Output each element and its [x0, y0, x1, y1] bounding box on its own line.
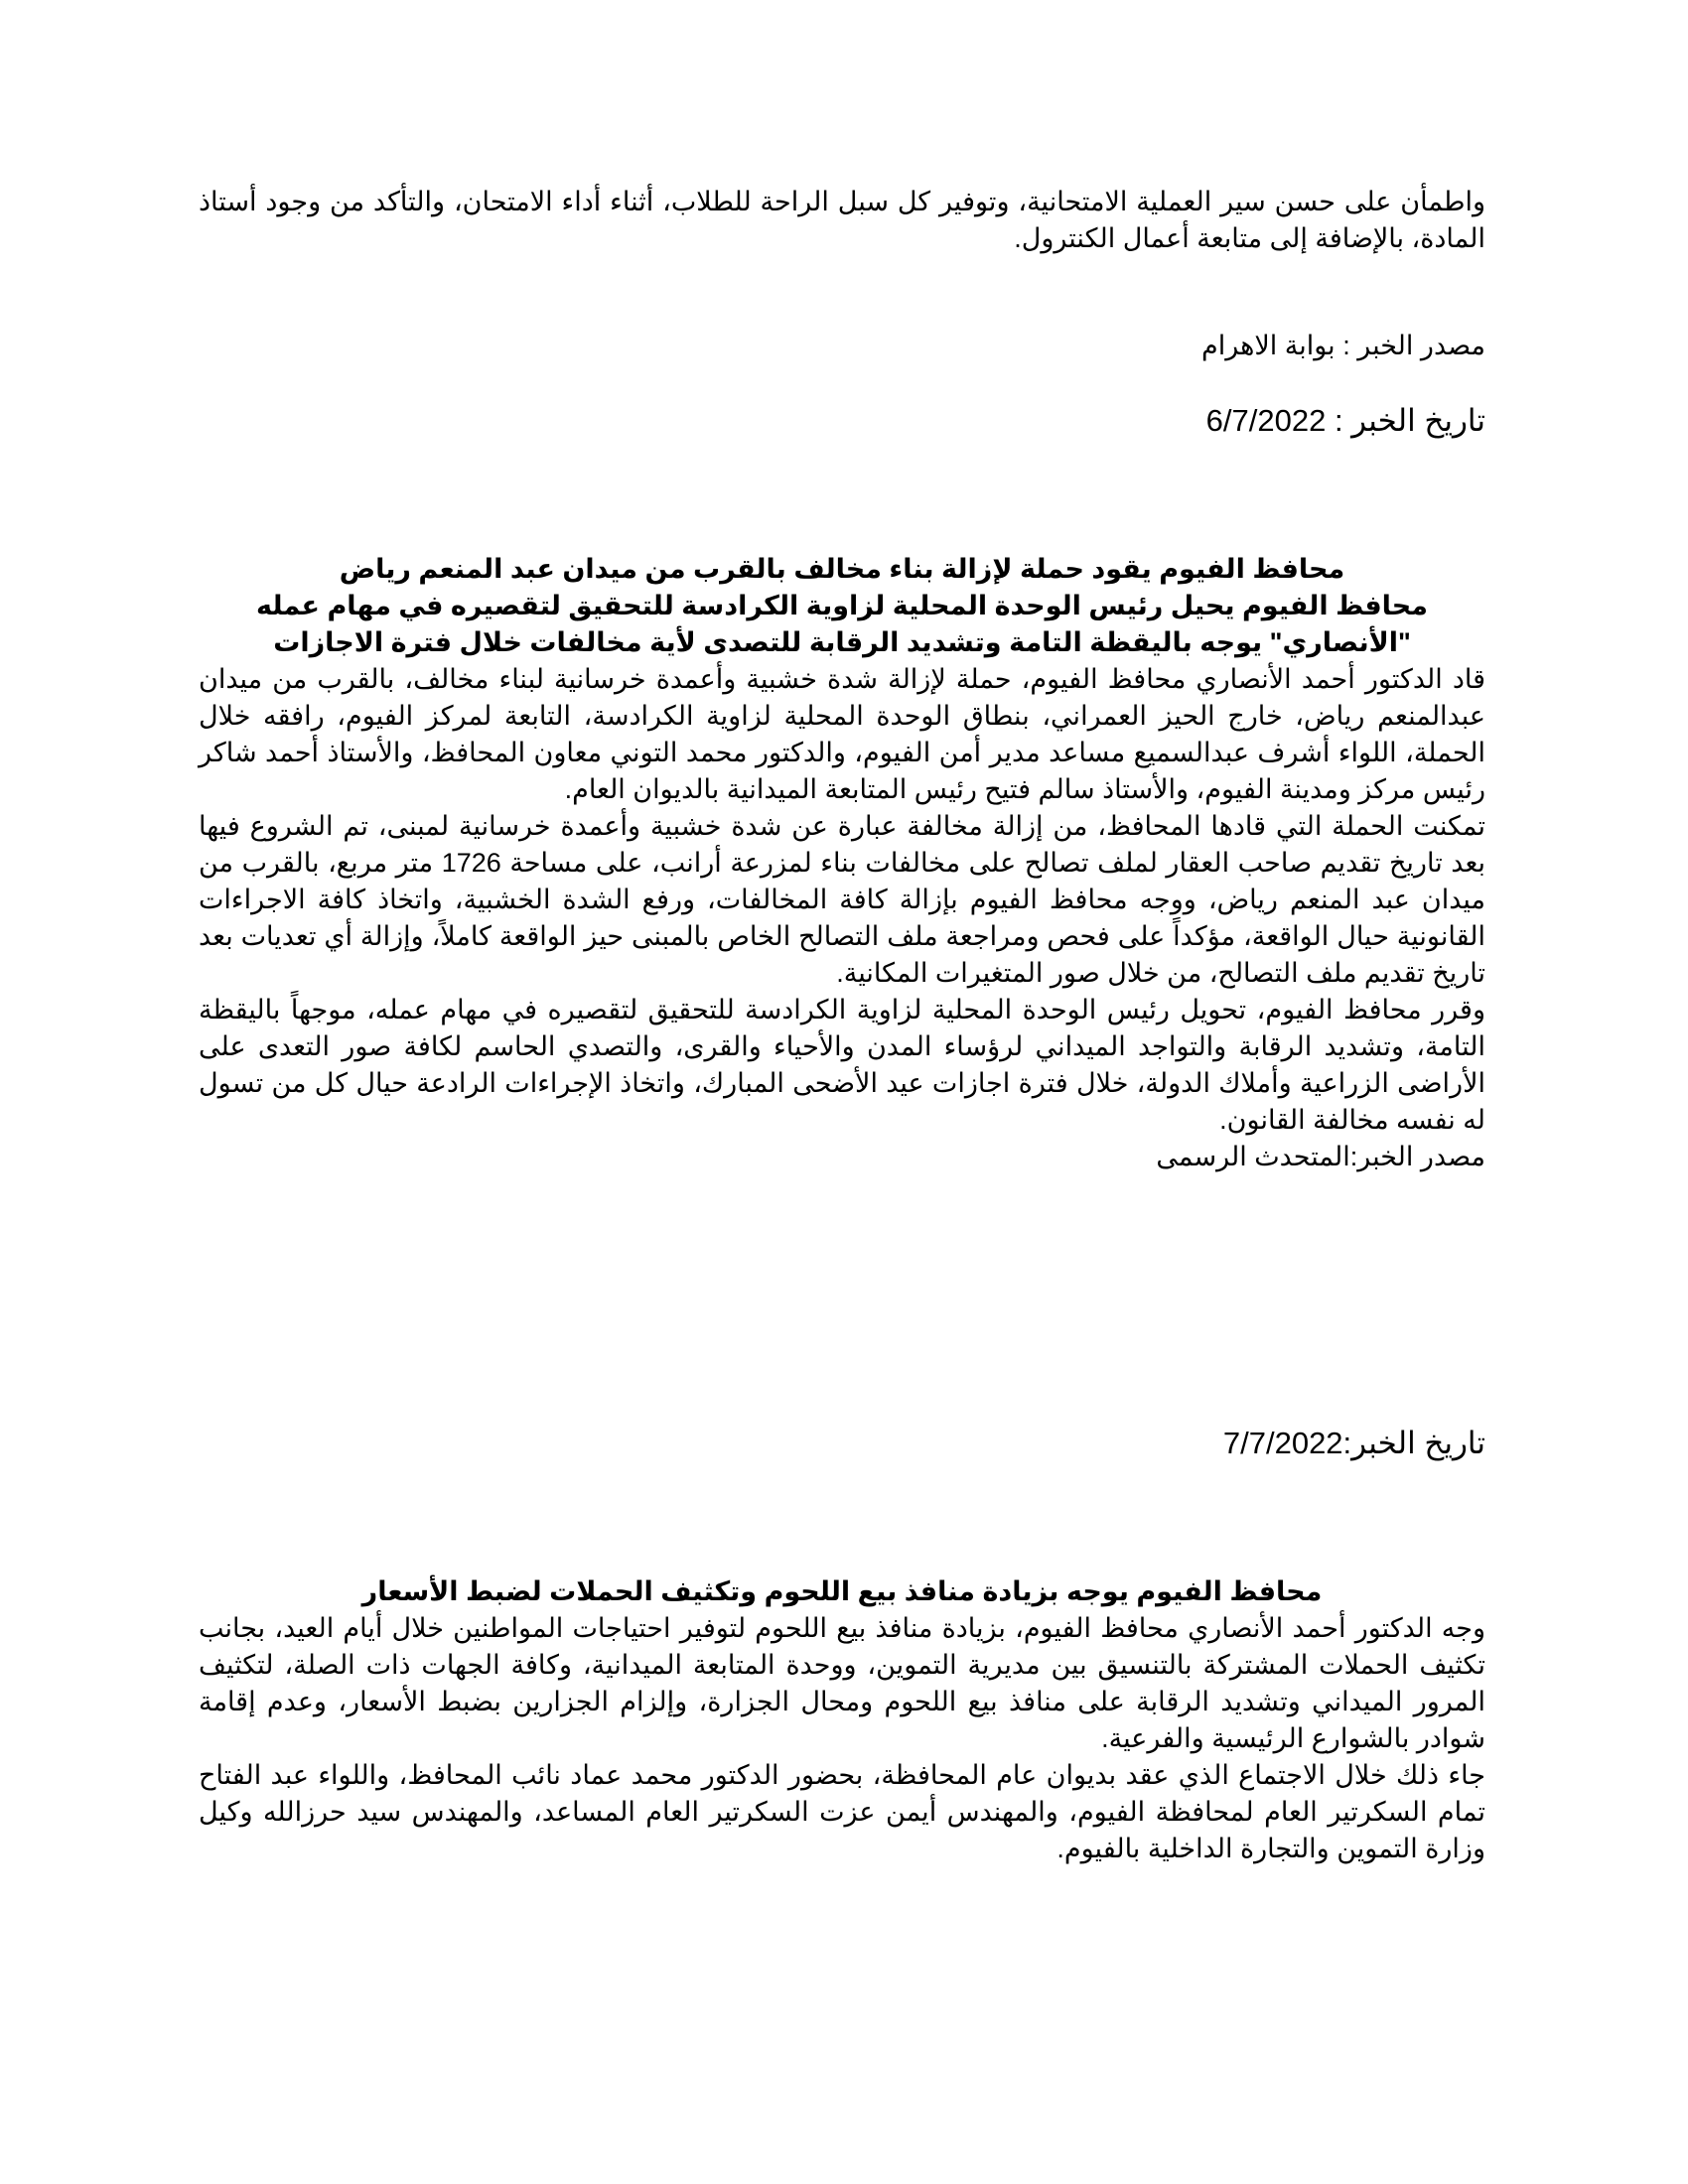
article-1-date-value: 7/7/2022	[1222, 1426, 1343, 1460]
intro-source-line: مصدر الخبر : بوابة الاهرام	[1200, 331, 1485, 360]
article-2-paragraph-1: وجه الدكتور أحمد الأنصاري محافظ الفيوم، بزيادة منافذ بيع اللحوم لتوفير احتياجات المواطنين خلال أيام العيد، بجانب تكثيف الحملات المشتركة بالتنسيق بين مديرية التموين، ووحدة المتابعة الميدانية، وكافة الجهات ذات الصلة، لتكثيف المرور الميداني وتشديد الرقابة على منافذ بيع اللحوم ومحال الجزارة، وإلزام الجزارين بضبط الأسعار، وعدم إقامة شوادر بالشوارع الرئيسية والفرعية.	[199, 1613, 1485, 1753]
article-1-headline-1: محافظ الفيوم يقود حملة لإزالة بناء مخالف بالقرب من ميدان عبد المنعم رياض	[339, 554, 1345, 584]
intro-date-separator: :	[1326, 403, 1352, 438]
intro-paragraph: واطمأن على حسن سير العملية الامتحانية، وتوفير كل سبل الراحة للطلاب، أثناء أداء الامتحان، والتأكد من وجود أستاذ المادة، بالإضافة إلى متابعة أعمال الكنترول.	[199, 187, 1485, 253]
article-2-paragraph-2: جاء ذلك خلال الاجتماع الذي عقد بديوان عام المحافظة، بحضور الدكتور محمد عماد نائب المحافظ، واللواء عبد الفتاح تمام السكرتير العام لمحافظة الفيوم، والمهندس أيمن عزت السكرتير العام المساعد، والمهندس سيد حرزالله وكيل وزارة التموين والتجارة الداخلية بالفيوم.	[199, 1760, 1485, 1863]
article-1-paragraph-3: وقرر محافظ الفيوم، تحويل رئيس الوحدة المحلية لزاوية الكرادسة للتحقيق لتقصيره في مهام عمله، موجهاً باليقظة التامة، وتشديد الرقابة والتواجد الميداني لرؤساء المدن والأحياء والقرى، والتصدي الحاسم لكافة صور التعدى على الأراضى الزراعية وأملاك الدولة، خلال فترة اجازات عيد الأضحى المبارك، واتخاذ الإجراءات الرادعة حيال كل من تسول له نفسه مخالفة القانون.	[199, 995, 1485, 1135]
article-2	[199, 1573, 1485, 1867]
article-1-date-label: تاريخ الخبر	[1351, 1426, 1485, 1460]
article-1-source-line: مصدر الخبر:المتحدث الرسمى	[1156, 1142, 1485, 1171]
intro-date-line	[199, 402, 1485, 439]
article-1-paragraph-1: قاد الدكتور أحمد الأنصاري محافظ الفيوم، حملة لإزالة شدة خشبية وأعمدة خرسانية لبناء مخالف، بالقرب من ميدان عبدالمنعم رياض، خارج الحيز العمراني، بنطاق الوحدة المحلية لزاوية الكرادسة، التابعة لمركز الفيوم، رافقه خلال الحملة، اللواء أشرف عبدالسميع مساعد مدير أمن الفيوم، والدكتور محمد التوني معاون المحافظ، والأستاذ أحمد شاكر رئيس مركز ومدينة الفيوم، والأستاذ سالم فتيح رئيس المتابعة الميدانية بالديوان العام.	[199, 664, 1485, 804]
article-1-date-line	[199, 1425, 1485, 1461]
intro-section	[199, 184, 1485, 257]
article-1-paragraph-2: تمكنت الحملة التي قادها المحافظ، من إزالة مخالفة عبارة عن شدة خشبية وأعمدة خرسانية لمبنى، تم الشروع فيها بعد تاريخ تقديم صاحب العقار لملف تصالح على مخالفات بناء لمزرعة أرانب، على مساحة 1726 متر مربع، بالقرب من ميدان عبد المنعم رياض، ووجه محافظ الفيوم بإزالة كافة المخالفات، ورفع الشدة الخشبية، واتخاذ كافة الاجراءات القانونية حيال الواقعة، مؤكداً على فحص ومراجعة ملف التصالح الخاص بالمبنى حيز الواقعة كاملاً، وإزالة أي تعديات بعد تاريخ تقديم ملف التصالح، من خلال صور المتغيرات المكانية.	[199, 811, 1485, 988]
article-1-headline-2: محافظ الفيوم يحيل رئيس الوحدة المحلية لزاوية الكرادسة للتحقيق لتقصيره في مهام عمله	[256, 591, 1428, 620]
intro-date-label: تاريخ الخبر	[1351, 403, 1485, 438]
article-2-headline: محافظ الفيوم يوجه بزيادة منافذ بيع اللحوم وتكثيف الحملات لضبط الأسعار	[361, 1576, 1323, 1606]
intro-date-value: 6/7/2022	[1205, 403, 1327, 438]
article-1-date-separator: :	[1342, 1426, 1352, 1460]
article-1-headline-3: "الأنصاري" يوجه باليقظة التامة وتشديد الرقابة للتصدى لأية مخالفات خلال فترة الاجازات	[273, 627, 1411, 657]
article-1	[199, 551, 1485, 1175]
